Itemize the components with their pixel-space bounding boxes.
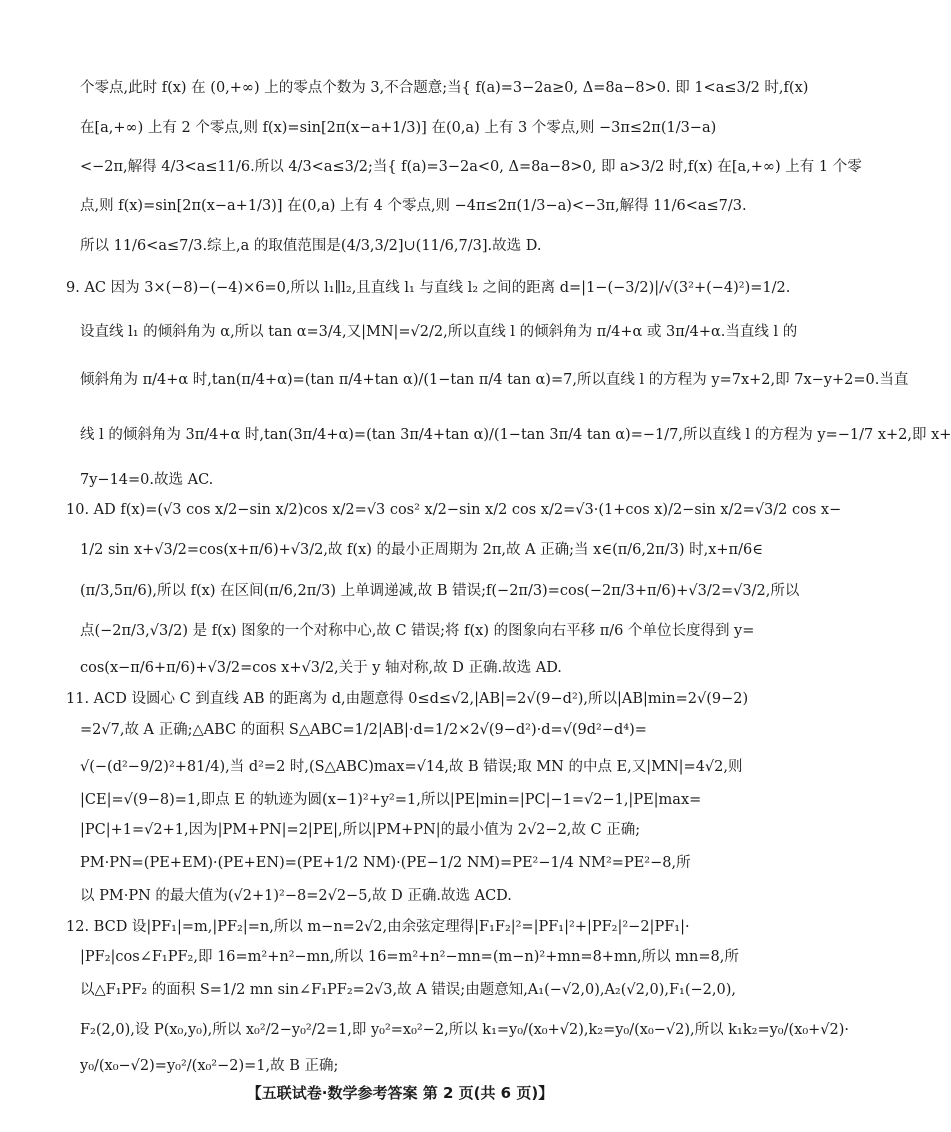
text-line: 7y−14=0.故选 AC. (80, 472, 214, 488)
page-footer: 【五联试卷·数学参考答案 第 2 页(共 6 页)】 (246, 1084, 554, 1102)
text-line: cos(x−π/6+π/6)+√3/2=cos x+√3/2,关于 y 轴对称,故 D 正确.故选 AD. (80, 660, 562, 676)
text-line: <−2π,解得 4/3<a≤11/6.所以 4/3<a≤3/2;当{ f(a)=3−2a<0, Δ=8a−8>0, 即 a>3/2 时,f(x) 在[a,+∞) 上有 1 个零 (80, 159, 862, 175)
text-line: 线 l 的倾斜角为 3π/4+α 时,tan(3π/4+α)=(tan 3π/4+tan α)/(1−tan 3π/4 tan α)=−1/7,所以直线 l 的方程为 y=−1/7 x+2,即 x+ (80, 427, 951, 443)
text-line: 点,则 f(x)=sin[2π(x−a+1/3)] 在(0,a) 上有 4 个零点,则 −4π≤2π(1/3−a)<−3π,解得 11/6<a≤7/3. (80, 198, 747, 214)
text-line: |PF₂|cos∠F₁PF₂,即 16=m²+n²−mn,所以 16=m²+n²−mn=(m−n)²+mn=8+mn,所以 mn=8,所 (80, 949, 739, 965)
text-line: 以 PM·PN 的最大值为(√2+1)²−8=2√2−5,故 D 正确.故选 ACD. (80, 888, 512, 904)
text-line: |CE|=√(9−8)=1,即点 E 的轨迹为圆(x−1)²+y²=1,所以|PE|min=|PC|−1=√2−1,|PE|max= (80, 792, 702, 808)
text-line: 以△F₁PF₂ 的面积 S=1/2 mn sin∠F₁PF₂=2√3,故 A 错误;由题意知,A₁(−√2,0),A₂(√2,0),F₁(−2,0), (80, 982, 736, 998)
answer-item-11: 11. ACD 设圆心 C 到直线 AB 的距离为 d,由题意得 0≤d≤√2,|AB|=2√(9−d²),所以|AB|min=2√(9−2) (66, 691, 749, 707)
answer-item-10: 10. AD f(x)=(√3 cos x/2−sin x/2)cos x/2=√3 cos² x/2−sin x/2 cos x/2=√3·(1+cos x)/2−sin x/2=√3/2 cos x− (66, 502, 842, 518)
text-line: 点(−2π/3,√3/2) 是 f(x) 图象的一个对称中心,故 C 错误;将 f(x) 的图象向右平移 π/6 个单位长度得到 y= (80, 623, 755, 639)
text-line: F₂(2,0),设 P(x₀,y₀),所以 x₀²/2−y₀²/2=1,即 y₀²=x₀²−2,所以 k₁=y₀/(x₀+√2),k₂=y₀/(x₀−√2),所以 k₁k₂=y₀/(x₀+√2)· (80, 1022, 850, 1038)
text-line: (π/3,5π/6),所以 f(x) 在区间(π/6,2π/3) 上单调递减,故 B 错误;f(−2π/3)=cos(−2π/3+π/6)+√3/2=√3/2,所以 (80, 583, 800, 599)
text-line: PM·PN=(PE+EM)·(PE+EN)=(PE+1/2 NM)·(PE−1/2 NM)=PE²−1/4 NM²=PE²−8,所 (80, 855, 691, 871)
text-line: 在[a,+∞) 上有 2 个零点,则 f(x)=sin[2π(x−a+1/3)] 在(0,a) 上有 3 个零点,则 −3π≤2π(1/3−a) (80, 120, 717, 136)
text-line: 所以 11/6<a≤7/3.综上,a 的取值范围是(4/3,3/2]∪(11/6,7/3].故选 D. (80, 238, 542, 254)
answer-item-12: 12. BCD 设|PF₁|=m,|PF₂|=n,所以 m−n=2√2,由余弦定理得|F₁F₂|²=|PF₁|²+|PF₂|²−2|PF₁|· (66, 919, 690, 935)
text-line: 设直线 l₁ 的倾斜角为 α,所以 tan α=3/4,又|MN|=√2/2,所以直线 l 的倾斜角为 π/4+α 或 3π/4+α.当直线 l 的 (80, 324, 798, 340)
text-line: y₀/(x₀−√2)=y₀²/(x₀²−2)=1,故 B 正确; (80, 1058, 339, 1074)
text-line: √(−(d²−9/2)²+81/4),当 d²=2 时,(S△ABC)max=√14,故 B 错误;取 MN 的中点 E,又|MN|=4√2,则 (80, 759, 743, 775)
text-line: 倾斜角为 π/4+α 时,tan(π/4+α)=(tan π/4+tan α)/(1−tan π/4 tan α)=7,所以直线 l 的方程为 y=7x+2,即 7x−y+2=0.当直 (80, 372, 909, 388)
text-line: 1/2 sin x+√3/2=cos(x+π/6)+√3/2,故 f(x) 的最小正周期为 2π,故 A 正确;当 x∈(π/6,2π/3) 时,x+π/6∈ (80, 542, 763, 558)
answer-item-9: 9. AC 因为 3×(−8)−(−4)×6=0,所以 l₁∥l₂,且直线 l₁ 与直线 l₂ 之间的距离 d=|1−(−3/2)|/√(3²+(−4)²)=1/2. (66, 280, 791, 296)
text-line: =2√7,故 A 正确;△ABC 的面积 S△ABC=1/2|AB|·d=1/2×2√(9−d²)·d=√(9d²−d⁴)= (80, 722, 647, 738)
text-line: 个零点,此时 f(x) 在 (0,+∞) 上的零点个数为 3,不合题意;当{ f(a)=3−2a≥0, Δ=8a−8>0. 即 1<a≤3/2 时,f(x) (80, 80, 809, 96)
text-line: |PC|+1=√2+1,因为|PM+PN|=2|PE|,所以|PM+PN|的最小值为 2√2−2,故 C 正确; (80, 822, 641, 838)
